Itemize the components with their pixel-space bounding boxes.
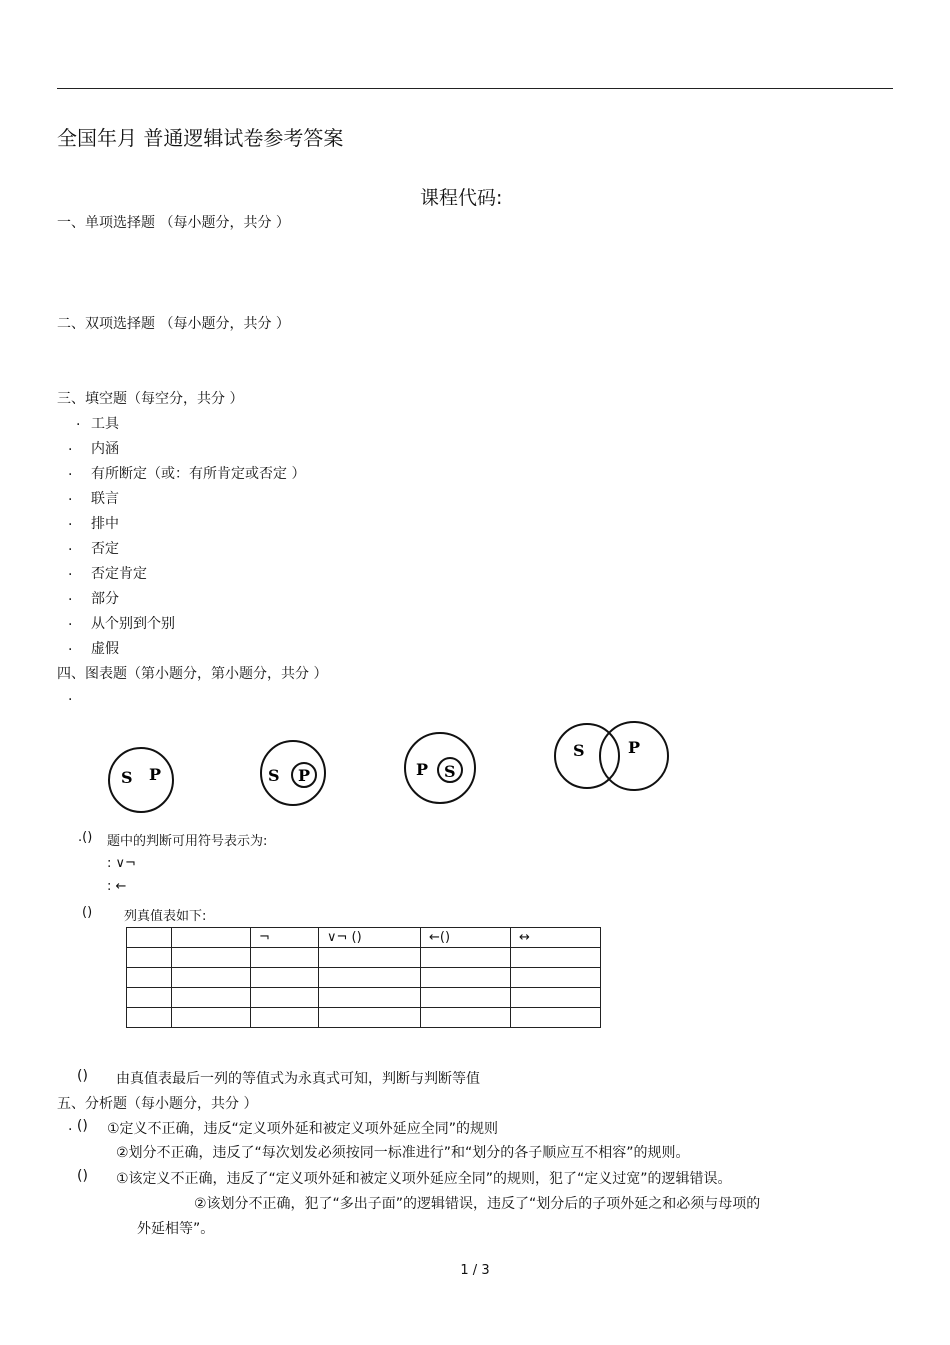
fill-item-answer: 从个别到个别 bbox=[91, 616, 175, 632]
fill-item-answer: 虚假 bbox=[91, 641, 119, 657]
fill-item-number: . bbox=[68, 638, 73, 654]
venn2-p-label: P bbox=[298, 766, 311, 785]
q2-formula-1: : ∨¬ bbox=[107, 856, 136, 871]
section-analysis: 五、分析题（每小题分，共分 ） bbox=[57, 1096, 258, 1112]
truth-table-row bbox=[127, 968, 601, 988]
truth-table-row bbox=[127, 1008, 601, 1028]
page-number: 1 / 3 bbox=[460, 1263, 490, 1278]
venn4-p-label: P bbox=[628, 738, 641, 757]
truth-table-header-5: ←() bbox=[421, 928, 511, 948]
fill-item-answer: 排中 bbox=[91, 516, 119, 532]
truth-table-header-1 bbox=[127, 928, 172, 948]
fill-item-number: . bbox=[68, 513, 73, 529]
fill-item-answer: 工具 bbox=[91, 416, 119, 432]
q2-conclusion: 由真值表最后一列的等值式为永真式可知，判断与判断等值 bbox=[116, 1071, 480, 1087]
euler-diagrams bbox=[100, 718, 680, 818]
truth-table-header-6: ↔ bbox=[511, 928, 601, 948]
venn1-circle bbox=[109, 748, 173, 812]
fill-item-answer: 否定 bbox=[91, 541, 119, 557]
fill-item-number: . bbox=[68, 588, 73, 604]
analysis-2-number: () bbox=[77, 1168, 88, 1184]
venn3-p-label: P bbox=[416, 760, 429, 779]
truth-table-row bbox=[127, 988, 601, 1008]
analysis-1-line-1: ①定义不正确，违反“定义项外延和被定义项外延应全同”的规则 bbox=[107, 1121, 499, 1137]
fill-item-number: . bbox=[68, 488, 73, 504]
diagram-item-number: . bbox=[68, 688, 73, 704]
venn2-s-label: S bbox=[268, 766, 280, 785]
section-single-choice: 一、单项选择题 （每小题分，共分 ） bbox=[57, 215, 290, 231]
fill-item-number: . bbox=[68, 613, 73, 629]
truth-table-header-row bbox=[127, 928, 601, 948]
truth-table-row bbox=[127, 948, 601, 968]
analysis-2-line-1: ①该定义不正确，违反了“定义项外延和被定义项外延应全同”的规则，犯了“定义过宽”的逻辑错误。 bbox=[116, 1171, 732, 1187]
section-fill-blank: 三、填空题（每空分，共分 ） bbox=[57, 391, 244, 407]
page-title: 全国年月 普通逻辑试卷参考答案 bbox=[57, 126, 344, 150]
q2-intro: 题中的判断可用符号表示为: bbox=[107, 834, 268, 849]
venn1-p-label: P bbox=[149, 765, 162, 784]
fill-item-number: . bbox=[68, 438, 73, 454]
truth-table-header-2 bbox=[172, 928, 251, 948]
q2-number: .() bbox=[78, 830, 93, 845]
fill-item-answer: 否定肯定 bbox=[91, 566, 147, 582]
fill-item-number: . bbox=[68, 463, 73, 479]
fill-item-number: . bbox=[68, 538, 73, 554]
analysis-2-line-3: 外延相等”。 bbox=[137, 1221, 215, 1237]
venn3-s-label: S bbox=[444, 762, 456, 781]
course-code-label: 课程代码: bbox=[420, 187, 503, 209]
q2-table-number: () bbox=[82, 905, 93, 920]
fill-item-number: . bbox=[76, 413, 81, 429]
section-double-choice: 二、双项选择题 （每小题分，共分 ） bbox=[57, 316, 290, 332]
truth-table-header-3: ¬ bbox=[251, 928, 319, 948]
fill-item-answer: 有所断定（或：有所肯定或否定 ） bbox=[91, 466, 306, 482]
section-diagram: 四、图表题（第小题分，第小题分，共分 ） bbox=[57, 666, 328, 682]
q2-table-intro: 列真值表如下: bbox=[124, 909, 207, 924]
fill-item-answer: 部分 bbox=[91, 591, 119, 607]
fill-item-number: . bbox=[68, 563, 73, 579]
q2-formula-2: : ← bbox=[107, 879, 127, 894]
analysis-1-number: . () bbox=[68, 1118, 88, 1134]
analysis-1-line-2: ②划分不正确，违反了“每次划发必须按同一标准进行”和“划分的各子顺应互不相容”的规则。 bbox=[116, 1145, 690, 1161]
truth-table bbox=[126, 927, 601, 1028]
venn1-s-label: S bbox=[121, 768, 133, 787]
analysis-2-line-2: ②该划分不正确，犯了“多出子面”的逻辑错误，违反了“划分后的子项外延之和必须与母项的 bbox=[194, 1196, 761, 1212]
header-rule bbox=[57, 88, 893, 89]
fill-item-answer: 内涵 bbox=[91, 441, 119, 457]
fill-item-answer: 联言 bbox=[91, 491, 119, 507]
q2-conclusion-number: () bbox=[77, 1068, 88, 1084]
venn4-s-label: S bbox=[573, 741, 585, 760]
truth-table-header-4: ∨¬ () bbox=[319, 928, 421, 948]
